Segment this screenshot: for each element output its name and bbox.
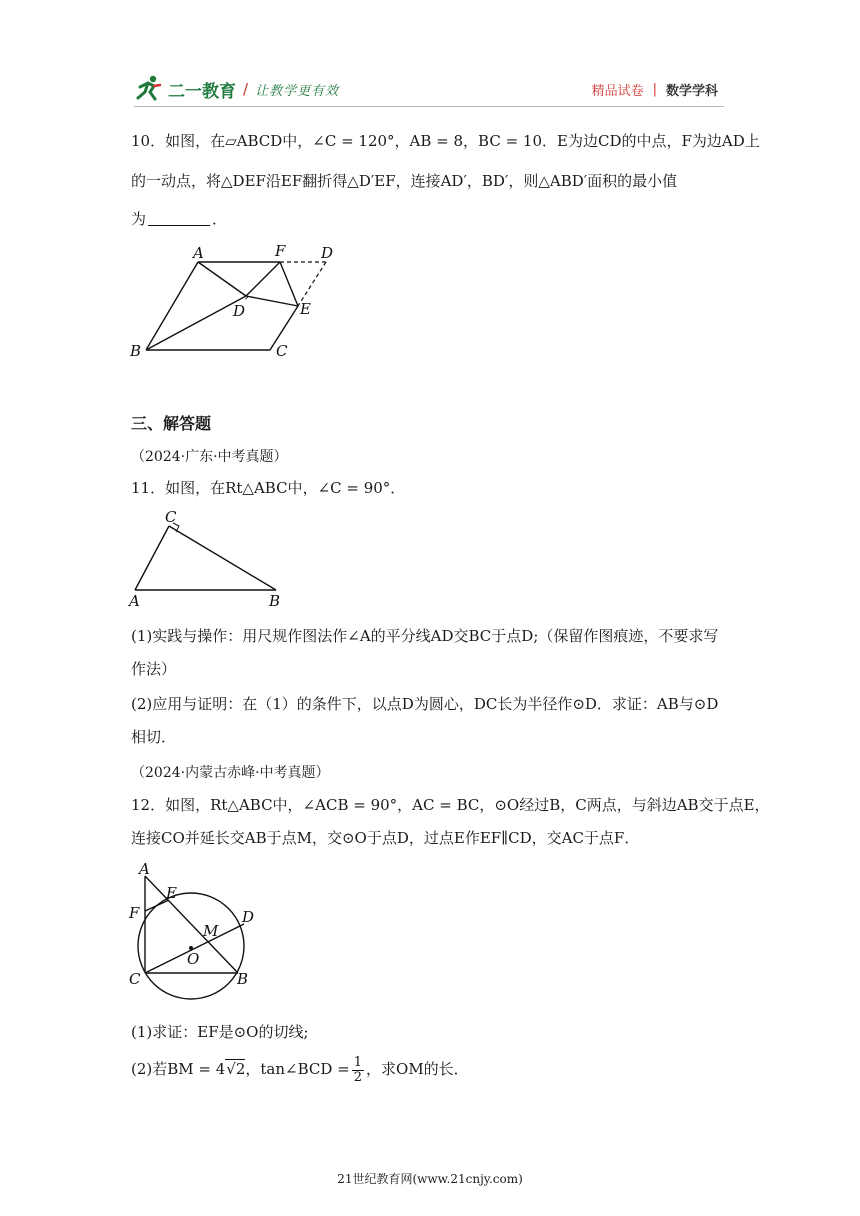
label-prime-mark: ′ (245, 294, 249, 312)
q11-part1-line1: (1)实践与操作：用尺规作图法作∠A的平分线AD交BC于点D;（保留作图痕迹，不要求写 (131, 627, 719, 645)
q11-part1-line2: 作法） (131, 660, 177, 678)
q11-stem-text: 如图，在Rt△ABC中，∠C = 90°． (165, 479, 406, 497)
label-B: B (237, 970, 249, 988)
q11-number: 11． (131, 479, 166, 497)
header-subject: 数学学科 (665, 84, 718, 99)
label-B: B (269, 592, 281, 610)
label-A: A (193, 244, 204, 262)
label-C: C (129, 970, 141, 988)
fraction-denominator: 2 (353, 1069, 363, 1085)
q12-part2-prefix: (2)若BM = 4 (131, 1060, 226, 1078)
label-A: A (139, 860, 150, 878)
label-E: E (300, 300, 311, 318)
label-B: B (130, 342, 142, 360)
q12-part1: (1)求证：EF是⊙O的切线; (131, 1023, 309, 1041)
q12-part2-suffix: ，求OM的长． (366, 1060, 469, 1078)
q10-text-1: 如图，在▱ABCD中，∠C = 120°，AB = 8，BC = 10．E为边CD的中点，F为边AD上 (165, 132, 760, 150)
label-C: C (276, 342, 288, 360)
q11-stem (131, 478, 405, 498)
header-right (592, 80, 718, 99)
q12-number: 12． (131, 796, 166, 814)
page-header (134, 72, 724, 106)
header-divider (134, 106, 724, 107)
runner-logo-icon (134, 74, 164, 104)
sqrt-value: 2 (235, 1060, 246, 1078)
fraction-numerator: 1 (353, 1054, 363, 1070)
q11-figure (124, 506, 294, 610)
section-title: 三、解答题 (131, 414, 212, 433)
q12-source: （2024·内蒙古赤峰·中考真题） (131, 765, 330, 781)
page-footer: 21世纪教育网(www.21cnjy.com) (337, 1172, 523, 1186)
logo-slogan: 让教学更有效 (255, 83, 340, 99)
logo (134, 72, 339, 106)
q10-figure (120, 236, 350, 366)
label-D: D (321, 244, 334, 262)
q10-number: 10． (131, 132, 166, 150)
label-F: F (129, 904, 140, 922)
label-M: M (203, 922, 219, 940)
q12-text-1: 如图，Rt△ABC中，∠ACB = 90°，AC = BC，⊙O经过B，C两点，与斜边AB交于点E， (165, 796, 770, 814)
logo-slash: / (243, 80, 249, 98)
label-C: C (165, 508, 177, 526)
label-F: F (275, 242, 286, 260)
q10-period: ． (212, 210, 228, 228)
q10-line-3 (131, 209, 227, 229)
header-separator: | (652, 82, 657, 97)
q10-line-1 (131, 131, 760, 151)
q12-line-1 (131, 795, 770, 815)
label-E: E (166, 884, 177, 902)
q11-part2-line2: 相切． (131, 728, 177, 746)
q10-line-2: 的一动点，将△DEF沿EF翻折得△D′EF，连接AD′，BD′，则△ABD′面积的最小值 (131, 172, 678, 190)
q12-part2 (131, 1052, 469, 1086)
q12-figure (124, 858, 264, 1004)
answer-blank (148, 225, 210, 226)
q11-source: （2024·广东·中考真题） (131, 449, 288, 465)
q11-part2-line1: (2)应用与证明：在（1）的条件下，以点D为圆心，DC长为半径作⊙D．求证：AB与⊙D (131, 695, 719, 713)
label-D: D (242, 908, 255, 926)
label-A: A (129, 592, 140, 610)
q10-text-3: 为 (131, 210, 147, 228)
fraction (352, 1056, 364, 1085)
sqrt-radicand: √2 (226, 1060, 246, 1078)
q12-line-2: 连接CO并延长交AB于点M，交⊙O于点D，过点E作EF∥CD，交AC于点F． (131, 829, 640, 847)
q12-part2-mid: ，tan∠BCD = (245, 1060, 350, 1078)
label-O: O (187, 950, 200, 968)
header-label: 精品试卷 (591, 84, 644, 99)
label-D-prime: D (233, 302, 246, 320)
logo-text: 二一教育 (168, 81, 236, 102)
